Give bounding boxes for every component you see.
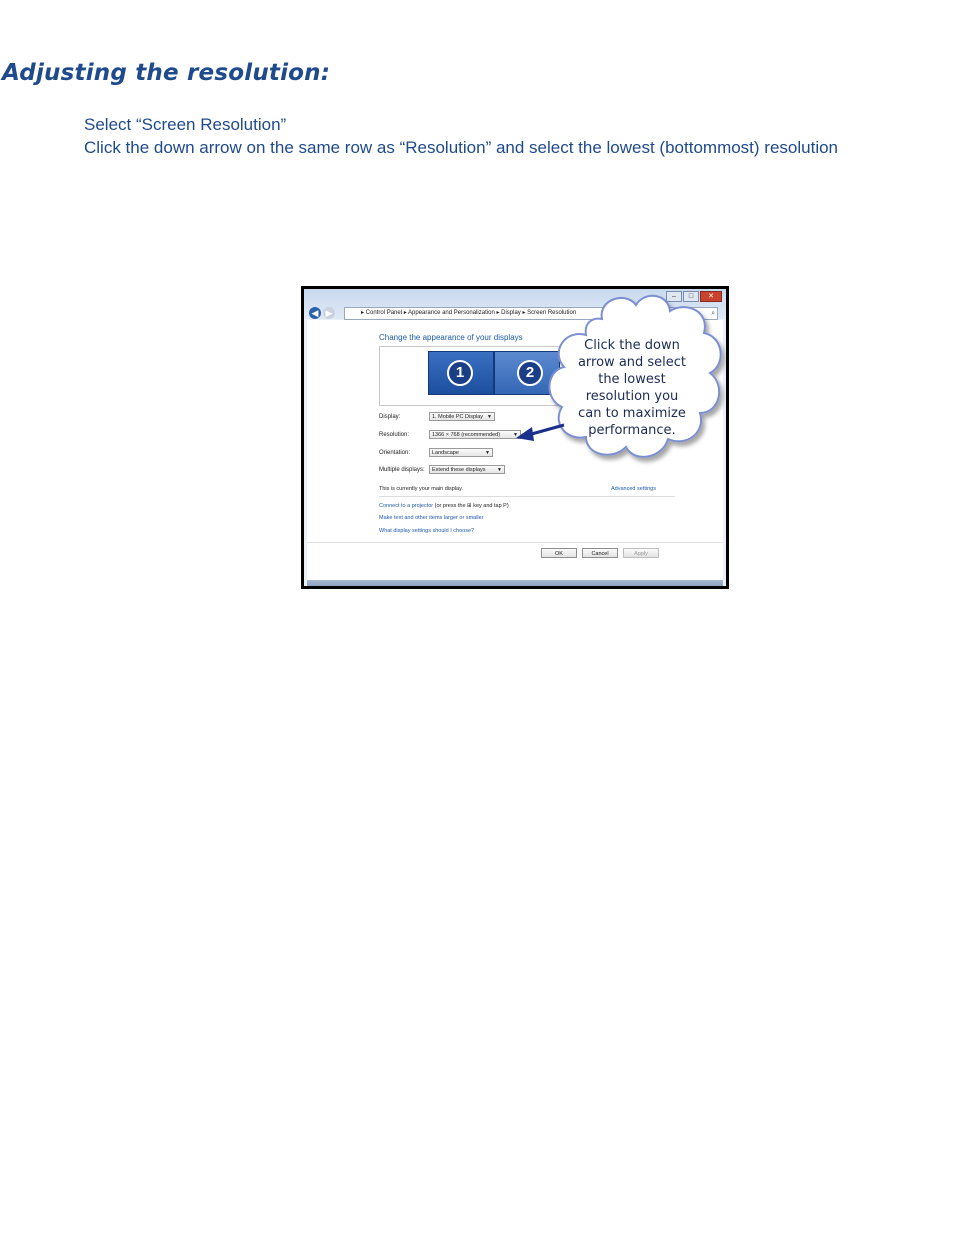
chevron-down-icon: ▼	[487, 414, 492, 420]
chevron-down-icon: ▼	[497, 467, 502, 473]
monitor-number: 1	[447, 360, 473, 386]
document-title: Adjusting the resolution:	[2, 60, 331, 86]
callout-arrow	[514, 419, 566, 447]
chevron-down-icon: ▼	[485, 450, 490, 456]
display-row	[379, 414, 492, 420]
step-click-down-arrow: Click the down arrow on the same row as “Resolution” and select the lowest (bottommost) resolution	[84, 137, 839, 157]
screen-resolution-screenshot	[301, 286, 729, 589]
button-bar-divider	[307, 542, 723, 543]
resolution-row	[379, 432, 518, 438]
monitor-1	[428, 351, 494, 395]
advanced-settings-link: Advanced settings	[611, 486, 656, 492]
resolution-label: Resolution:	[379, 432, 410, 438]
maximize-icon: □	[683, 291, 699, 302]
step-select-screen-resolution: Select “Screen Resolution”	[84, 115, 287, 134]
back-arrow-icon: ◀	[309, 307, 321, 319]
multiple-displays-label: Multiple displays:	[379, 467, 425, 473]
main-display-note: This is currently your main display.	[379, 486, 463, 492]
callout-text: Click the down arrow and select the lowest resolution you can to maximize performance.	[577, 338, 687, 438]
display-settings-help-link: What display settings should I choose?	[379, 528, 475, 534]
divider	[379, 496, 675, 497]
search-icon: ⌕	[711, 310, 715, 317]
instructions	[84, 114, 838, 159]
address-path: ▸ Control Panel ▸ Appearance and Personalization ▸ Display ▸ Screen Resolution	[361, 310, 577, 316]
minimize-icon: –	[666, 291, 682, 302]
orientation-label: Orientation:	[379, 450, 411, 456]
display-label: Display:	[379, 414, 401, 420]
page-heading: Change the appearance of your displays	[379, 333, 523, 342]
display-dropdown: 1. Mobile PC Display ▼	[429, 412, 495, 421]
monitor-number: 2	[517, 360, 543, 386]
orientation-dropdown: Landscape ▼	[429, 448, 493, 457]
resolution-dropdown: 1366 × 768 (recommended) ▼	[429, 430, 521, 439]
close-icon: ✕	[700, 291, 722, 302]
ok-button: OK	[541, 548, 577, 558]
orientation-row	[379, 450, 490, 456]
connect-projector-link: Connect to a projector (or press the ⊞ key and tap P)	[379, 503, 509, 509]
multiple-displays-row	[379, 467, 502, 473]
taskbar	[307, 580, 723, 586]
apply-button: Apply	[623, 548, 659, 558]
forward-arrow-icon: ▶	[323, 307, 335, 319]
chevron-down-icon: ▼	[513, 432, 518, 438]
multiple-displays-dropdown: Extend these displays ▼	[429, 465, 505, 474]
text-size-link: Make text and other items larger or smaller	[379, 515, 484, 521]
cancel-button: Cancel	[582, 548, 618, 558]
